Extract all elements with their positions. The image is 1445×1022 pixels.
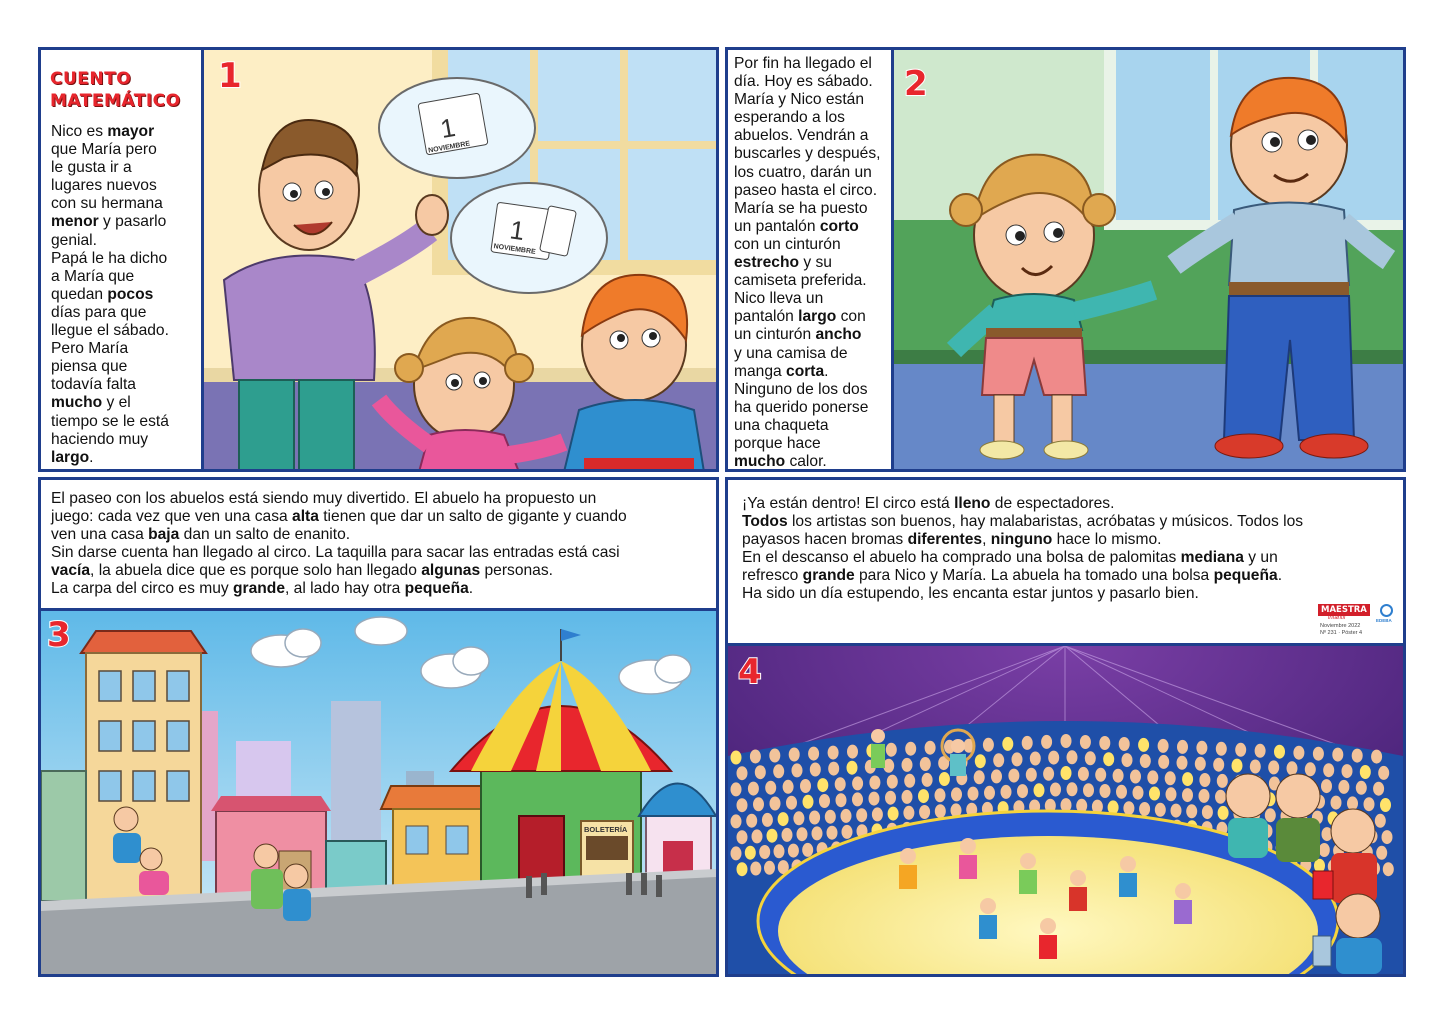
spectator-face: [737, 830, 748, 844]
spectator-face: [847, 761, 858, 775]
spectator-face: [737, 862, 748, 876]
spectator-face: [1133, 786, 1144, 800]
text-line: vacía, la abuela dice que es porque solo han llegado algunas personas.: [51, 562, 553, 580]
spectator-face: [1199, 773, 1210, 787]
keyword: pocos: [107, 285, 154, 303]
spectator-face: [809, 811, 820, 825]
text-line: abuelos. Vendrán a: [734, 127, 869, 145]
spectator-face: [835, 777, 846, 791]
spectator-face: [1050, 783, 1061, 797]
spectator-face: [1186, 804, 1197, 818]
calendar-month-1: NOVIEMBRE: [427, 140, 471, 155]
spectator-face: [1158, 739, 1169, 753]
spectator-face: [1287, 761, 1298, 775]
spectator-face: [887, 775, 898, 789]
spectator-face: [842, 825, 853, 839]
story-title-line2: MATEMÁTICO: [50, 91, 181, 111]
text-line: con un cinturón: [734, 235, 841, 253]
text-line: porque hace: [734, 434, 821, 452]
spectator-face: [1043, 767, 1054, 781]
text-line: con su hermana: [51, 195, 163, 213]
spectator-face: [984, 786, 995, 800]
spectator-face: [769, 749, 780, 763]
panel-number-2: 2: [904, 64, 928, 104]
spectator-face: [1235, 743, 1246, 757]
text-line: largo.: [51, 448, 94, 466]
spectator-face: [765, 781, 776, 795]
issue-number: Nº 231 · Póster 4: [1320, 630, 1363, 636]
panel-2-illustration: [891, 50, 1406, 472]
spectator-face: [1268, 760, 1279, 774]
spectator-face: [762, 813, 773, 827]
spectator-face: [808, 747, 819, 761]
spectator-face: [1199, 789, 1210, 803]
keyword: mediana: [1180, 549, 1244, 567]
spectator-face: [1218, 806, 1229, 820]
spectator-face: [825, 810, 836, 824]
spectator-face: [1217, 774, 1228, 788]
issue-date: Noviembre 2022: [1320, 623, 1361, 629]
spectator-face: [1232, 759, 1243, 773]
text-line: El paseo con los abuelos está siendo muy divertido. El abuelo ha propuesto un: [51, 490, 597, 507]
keyword: mucho: [51, 394, 103, 412]
spectator-face: [1373, 782, 1384, 796]
spectator-face: [1332, 748, 1343, 762]
text-line: los cuatro, darán un: [734, 163, 872, 181]
text-line: María y Nico están: [734, 91, 864, 109]
text-line: manga corta.: [734, 362, 829, 380]
spectator-face: [939, 772, 950, 786]
spectator-face: [902, 790, 913, 804]
spectator-face: [753, 797, 764, 811]
keyword: menor: [51, 213, 99, 231]
text-line: Ha sido un día estupendo, les encanta estar juntos y pasarlo bien.: [742, 585, 1199, 603]
text-line: todavía falta: [51, 376, 136, 394]
spectator-face: [1202, 805, 1213, 819]
logo-sub: infantil: [1328, 615, 1346, 621]
spectator-face: [1085, 751, 1096, 765]
spectator-face: [812, 826, 823, 840]
text-line: Papá le ha dicho: [51, 249, 168, 267]
keyword: ancho: [815, 326, 862, 344]
spectator-face: [731, 846, 742, 860]
spectator-face: [1119, 737, 1130, 751]
spectator-face: [935, 804, 946, 818]
spectator-face: [1067, 750, 1078, 764]
spectator-face: [1078, 767, 1089, 781]
logo-partner: EDEBA: [1376, 618, 1392, 623]
panel-4-illustration: [728, 643, 1403, 974]
spectator-face: [810, 763, 821, 777]
spectator-face: [836, 793, 847, 807]
spectator-face: [1017, 784, 1028, 798]
keyword: lleno: [954, 495, 991, 512]
spectator-face: [750, 750, 761, 764]
panel-number-4: 4: [738, 652, 762, 692]
keyword: ninguno: [990, 531, 1053, 549]
spectator-face: [737, 798, 748, 812]
spectator-face: [1147, 770, 1158, 784]
booth-sign: BOLETERÍA: [584, 825, 628, 834]
spectator-face: [1331, 796, 1342, 810]
text-line: un pantalón corto: [734, 217, 859, 235]
spectator-face: [1138, 738, 1149, 752]
spectator-face: [1002, 737, 1013, 751]
text-line: Nico es mayor: [51, 123, 155, 140]
spectator-face: [1196, 741, 1207, 755]
spectator-face: [983, 738, 994, 752]
spectator-face: [856, 808, 867, 822]
spectator-face: [737, 766, 748, 780]
keyword: pequeña: [404, 580, 469, 598]
spectator-face: [872, 807, 883, 821]
spectator-face: [975, 754, 986, 768]
spectator-face: [1195, 757, 1206, 771]
spectator-face: [993, 753, 1004, 767]
spectator-face: [903, 806, 914, 820]
text-line: ¡Ya están dentro! El circo está lleno de espectadores.: [742, 495, 1115, 512]
spectator-face: [925, 741, 936, 755]
edeba-icon: [1380, 604, 1393, 617]
panel-2: [725, 47, 1406, 472]
spectator-face: [1375, 814, 1386, 828]
text-line: piensa que: [51, 358, 128, 376]
spectator-face: [1158, 755, 1169, 769]
spectator-face: [748, 782, 759, 796]
panel-number-3: 3: [47, 615, 71, 655]
keyword: largo: [798, 308, 837, 326]
spectator-face: [919, 805, 930, 819]
text-line: haciendo muy: [51, 430, 149, 448]
spectator-face: [1321, 779, 1332, 793]
spectator-face: [792, 763, 803, 777]
keyword: estrecho: [734, 254, 800, 272]
spectator-face: [1293, 746, 1304, 760]
spectator-face: [1034, 783, 1045, 797]
spectator-face: [773, 764, 784, 778]
spectator-face: [1155, 803, 1166, 817]
spectator-face: [1182, 772, 1193, 786]
circus-show-illustration: [728, 646, 1403, 974]
spectator-face: [782, 828, 793, 842]
spectator-face: [828, 762, 839, 776]
spectator-face: [935, 788, 946, 802]
spectator-face: [1255, 744, 1266, 758]
spectator-face: [1080, 735, 1091, 749]
keyword: grande: [233, 580, 286, 598]
panel-4-text: [742, 495, 1397, 604]
text-line: le gusta ir a: [51, 159, 132, 177]
spectator-face: [778, 812, 789, 826]
logo-brand: MAESTRA: [1318, 604, 1370, 616]
keyword: corta: [786, 362, 825, 380]
spectator-face: [1380, 798, 1391, 812]
panel-4: [725, 477, 1406, 977]
spectator-face: [817, 778, 828, 792]
spectator-face: [1347, 796, 1358, 810]
spectator-face: [789, 748, 800, 762]
text-line: refresco grande para Nico y María. La abuela ha tomado una bolsa pequeña.: [742, 567, 1283, 585]
spectator-face: [1382, 830, 1393, 844]
spectator-face: [767, 829, 778, 843]
text-line: y una camisa de: [734, 344, 848, 362]
spectator-face: [1103, 752, 1114, 766]
spectator-face: [731, 782, 742, 796]
text-line: Por fin ha llegado el: [734, 55, 872, 72]
text-line: Ninguno de los dos: [734, 380, 868, 398]
panel-1: [38, 47, 719, 472]
spectator-face: [1352, 749, 1363, 763]
text-line: buscarles y después,: [734, 145, 881, 163]
spectator-face: [1265, 808, 1276, 822]
spectator-face: [869, 776, 880, 790]
text-line: estrecho y su: [734, 254, 832, 272]
spectator-face: [1338, 780, 1349, 794]
spectator-face: [802, 843, 813, 857]
spectator-face: [828, 746, 839, 760]
spectator-face: [1100, 784, 1111, 798]
spectator-face: [1376, 846, 1387, 860]
spectator-face: [1165, 771, 1176, 785]
spectator-face: [1139, 802, 1150, 816]
spectator-face: [786, 796, 797, 810]
text-line: En el descanso el abuelo ha comprado una bolsa de palomitas mediana y un: [742, 549, 1278, 567]
keyword: diferentes: [907, 531, 983, 549]
calendar-day-1: 1: [438, 111, 458, 144]
spectator-face: [819, 794, 830, 808]
panel-1-illustration: [201, 50, 719, 472]
calendar-day-2: 1: [508, 214, 527, 247]
spectator-face: [885, 791, 896, 805]
text-line: lugares nuevos: [51, 177, 157, 195]
text-line: mucho calor.: [734, 453, 827, 471]
text-line: camiseta preferida.: [734, 272, 867, 290]
spectator-face: [1030, 752, 1041, 766]
text-line: Todos los artistas son buenos, hay malabaristas, acróbatas y músicos. Todos los: [742, 513, 1304, 531]
spectator-face: [746, 814, 757, 828]
spectator-face: [774, 844, 785, 858]
spectator-face: [752, 829, 763, 843]
panel-1-text: [51, 123, 201, 467]
spectator-face: [1342, 764, 1353, 778]
keyword: mucho: [734, 453, 786, 471]
text-line: ven una casa baja dan un salto de enanito.: [51, 526, 351, 544]
spectator-face: [1095, 768, 1106, 782]
spectator-face: [1274, 745, 1285, 759]
text-line: pantalón largo con: [734, 308, 866, 326]
spectator-face: [951, 787, 962, 801]
text-line: La carpa del circo es muy grande, al lado hay otra pequeña.: [51, 580, 474, 598]
spectator-face: [852, 792, 863, 806]
spectator-face: [1001, 785, 1012, 799]
panel-number-1: 1: [218, 56, 242, 96]
spectator-face: [1171, 804, 1182, 818]
text-line: Sin darse cuenta han llegado al circo. La taquilla para sacar las entradas está casi: [51, 544, 620, 562]
text-line: tiempo se le está: [51, 412, 169, 430]
spectator-face: [847, 745, 858, 759]
spectator-face: [1319, 843, 1330, 857]
spectator-face: [904, 774, 915, 788]
spectator-face: [764, 861, 775, 875]
spectator-face: [797, 827, 808, 841]
spectator-face: [783, 780, 794, 794]
spectator-face: [920, 757, 931, 771]
text-line: llegue el sábado.: [51, 322, 169, 340]
text-line: quedan pocos: [51, 285, 154, 303]
spectator-face: [1113, 769, 1124, 783]
panel-3-illustration: [41, 608, 716, 974]
spectator-face: [1041, 735, 1052, 749]
spectator-face: [1012, 752, 1023, 766]
spectator-face: [1213, 758, 1224, 772]
spectator-face: [1022, 736, 1033, 750]
text-line: menor y pasarlo: [51, 213, 167, 231]
spectator-face: [731, 814, 742, 828]
text-line: día. Hoy es sábado.: [734, 73, 873, 91]
spectator-face: [731, 751, 742, 765]
calendar-month-2: NOVIEMBRE: [493, 243, 537, 256]
spectator-face: [750, 862, 761, 876]
text-line: Pero María: [51, 340, 129, 358]
spectator-face: [759, 845, 770, 859]
text-line: Nico lleva un: [734, 290, 824, 308]
spectator-face: [1008, 769, 1019, 783]
keyword: Todos: [742, 513, 788, 531]
spectator-face: [1371, 750, 1382, 764]
spectator-face: [1360, 765, 1371, 779]
story-title-line1: CUENTO: [50, 69, 132, 89]
spectator-face: [974, 770, 985, 784]
spectator-face: [1364, 797, 1375, 811]
keyword: pequeña: [1213, 567, 1278, 585]
spectator-face: [788, 844, 799, 858]
text-line: a María que: [51, 267, 135, 285]
spectator-face: [1177, 740, 1188, 754]
text-line: genial.: [51, 231, 97, 249]
keyword: alta: [292, 508, 319, 526]
spectator-face: [1048, 751, 1059, 765]
spectator-face: [803, 795, 814, 809]
spectator-face: [905, 742, 916, 756]
spectator-face: [1305, 762, 1316, 776]
spectator-face: [1313, 747, 1324, 761]
spectator-face: [1323, 763, 1334, 777]
spectator-face: [827, 826, 838, 840]
text-line: esperando a los: [734, 109, 845, 127]
panel-3: [38, 477, 719, 977]
spectator-face: [968, 787, 979, 801]
spectator-face: [869, 792, 880, 806]
street-circus-illustration: [41, 611, 716, 974]
keyword: baja: [148, 526, 180, 544]
spectator-face: [1130, 770, 1141, 784]
spectator-face: [1177, 756, 1188, 770]
spectator-face: [1378, 766, 1389, 780]
text-line: paseo hasta el circo.: [734, 181, 878, 199]
text-line: un cinturón ancho: [734, 326, 862, 344]
spectator-face: [852, 776, 863, 790]
text-line: María se ha puesto: [734, 199, 868, 217]
keyword: grande: [802, 567, 855, 585]
spectator-face: [918, 789, 929, 803]
spectator-face: [902, 758, 913, 772]
spectator-face: [745, 846, 756, 860]
spectator-face: [800, 779, 811, 793]
keyword: algunas: [421, 562, 481, 580]
keyword: mayor: [107, 123, 155, 140]
spectator-face: [755, 765, 766, 779]
spectator-face: [1116, 785, 1127, 799]
spectator-face: [991, 769, 1002, 783]
spectator-face: [1215, 790, 1226, 804]
spectator-face: [1123, 801, 1134, 815]
spectator-face: [1083, 783, 1094, 797]
family-room-illustration: [204, 50, 719, 472]
text-line: días para que: [51, 303, 147, 321]
spectator-face: [888, 807, 899, 821]
spectator-face: [1149, 787, 1160, 801]
spectator-face: [1026, 768, 1037, 782]
text-line: que María pero: [51, 141, 157, 159]
children-clothes-illustration: [894, 50, 1406, 472]
text-line: una chaqueta: [734, 416, 829, 434]
spectator-face: [1250, 760, 1261, 774]
keyword: largo: [51, 448, 90, 466]
spectator-face: [1122, 753, 1133, 767]
spectator-face: [1140, 754, 1151, 768]
spectator-face: [1383, 862, 1394, 876]
spectator-face: [1061, 734, 1072, 748]
spectator-face: [1356, 781, 1367, 795]
spectator-face: [1216, 742, 1227, 756]
spectator-face: [922, 773, 933, 787]
text-line: juego: cada vez que ven una casa alta tienen que dar un salto de gigante y cuando: [51, 508, 627, 526]
panel-2-text: [734, 55, 894, 471]
spectator-face: [1061, 766, 1072, 780]
spectator-face: [1182, 788, 1193, 802]
text-line: payasos hacen bromas diferentes, ninguno hace lo mismo.: [742, 531, 1162, 549]
spectator-face: [886, 743, 897, 757]
spectator-face: [793, 811, 804, 825]
spectator-face: [1166, 787, 1177, 801]
keyword: corto: [819, 217, 859, 235]
text-line: mucho y el: [51, 394, 131, 412]
panel-3-text: [51, 490, 716, 599]
spectator-face: [770, 797, 781, 811]
spectator-face: [1099, 736, 1110, 750]
spectator-face: [1067, 782, 1078, 796]
text-line: ha querido ponerse: [734, 398, 869, 416]
spectator-face: [841, 809, 852, 823]
keyword: vacía: [51, 562, 91, 580]
